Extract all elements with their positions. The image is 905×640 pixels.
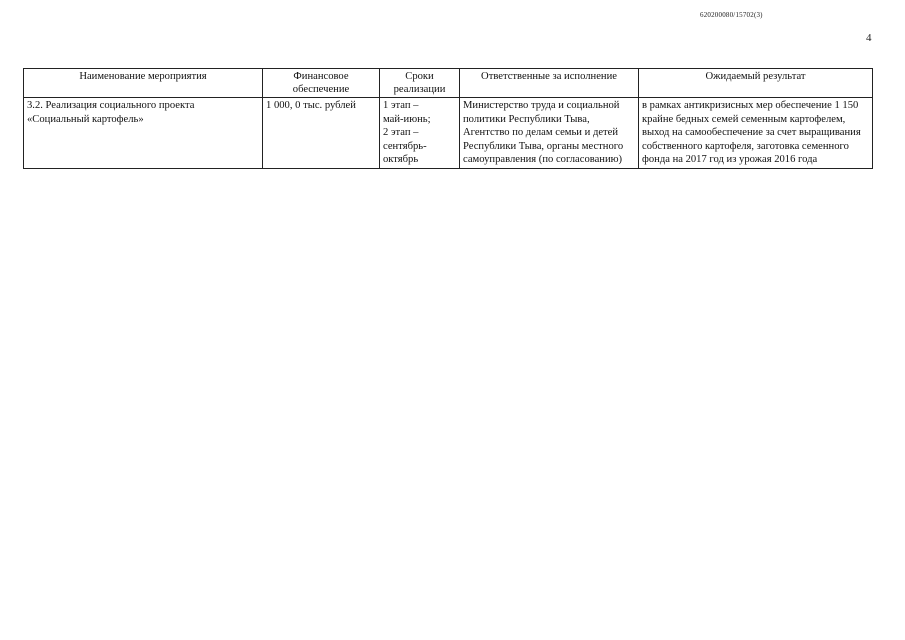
measures-table <box>23 68 873 169</box>
cell-funding: 1 000, 0 тыс. рублей <box>263 98 380 169</box>
header-responsible: Ответственные за исполнение <box>460 69 639 98</box>
table-header-row <box>24 69 873 98</box>
term-line: 1 этап – <box>383 100 419 111</box>
table-row <box>24 98 873 169</box>
header-terms: Сроки реализации <box>380 69 460 98</box>
cell-measure-name: 3.2. Реализация социального проекта «Социальный картофель» <box>24 98 263 169</box>
header-funding: Финансовое обеспечение <box>263 69 380 98</box>
cell-responsible: Министерство труда и социальной политики Республики Тыва, Агентство по делам семьи и детей Республики Тыва, органы местного самоуправления (по согласованию) <box>460 98 639 169</box>
cell-terms <box>380 98 460 169</box>
term-line: сентябрь- <box>383 140 427 152</box>
term-line: май-июнь; <box>383 113 431 125</box>
header-expected-result: Ожидаемый результат <box>639 69 873 98</box>
document-registration-number: 620200080/15702(3) <box>700 11 763 19</box>
cell-expected-result: в рамках антикризисных мер обеспечение 1 150 крайне бедных семей семенным картофелем, выход на самообеспечение за счет выращивания собственного картофеля, заготовка семенного фонда на 2017 год из урожая 2016 года <box>639 98 873 169</box>
term-line: октябрь <box>383 154 419 165</box>
term-line: 2 этап – <box>383 127 419 138</box>
page-number: 4 <box>866 32 872 44</box>
header-measure-name: Наименование мероприятия <box>24 69 263 98</box>
